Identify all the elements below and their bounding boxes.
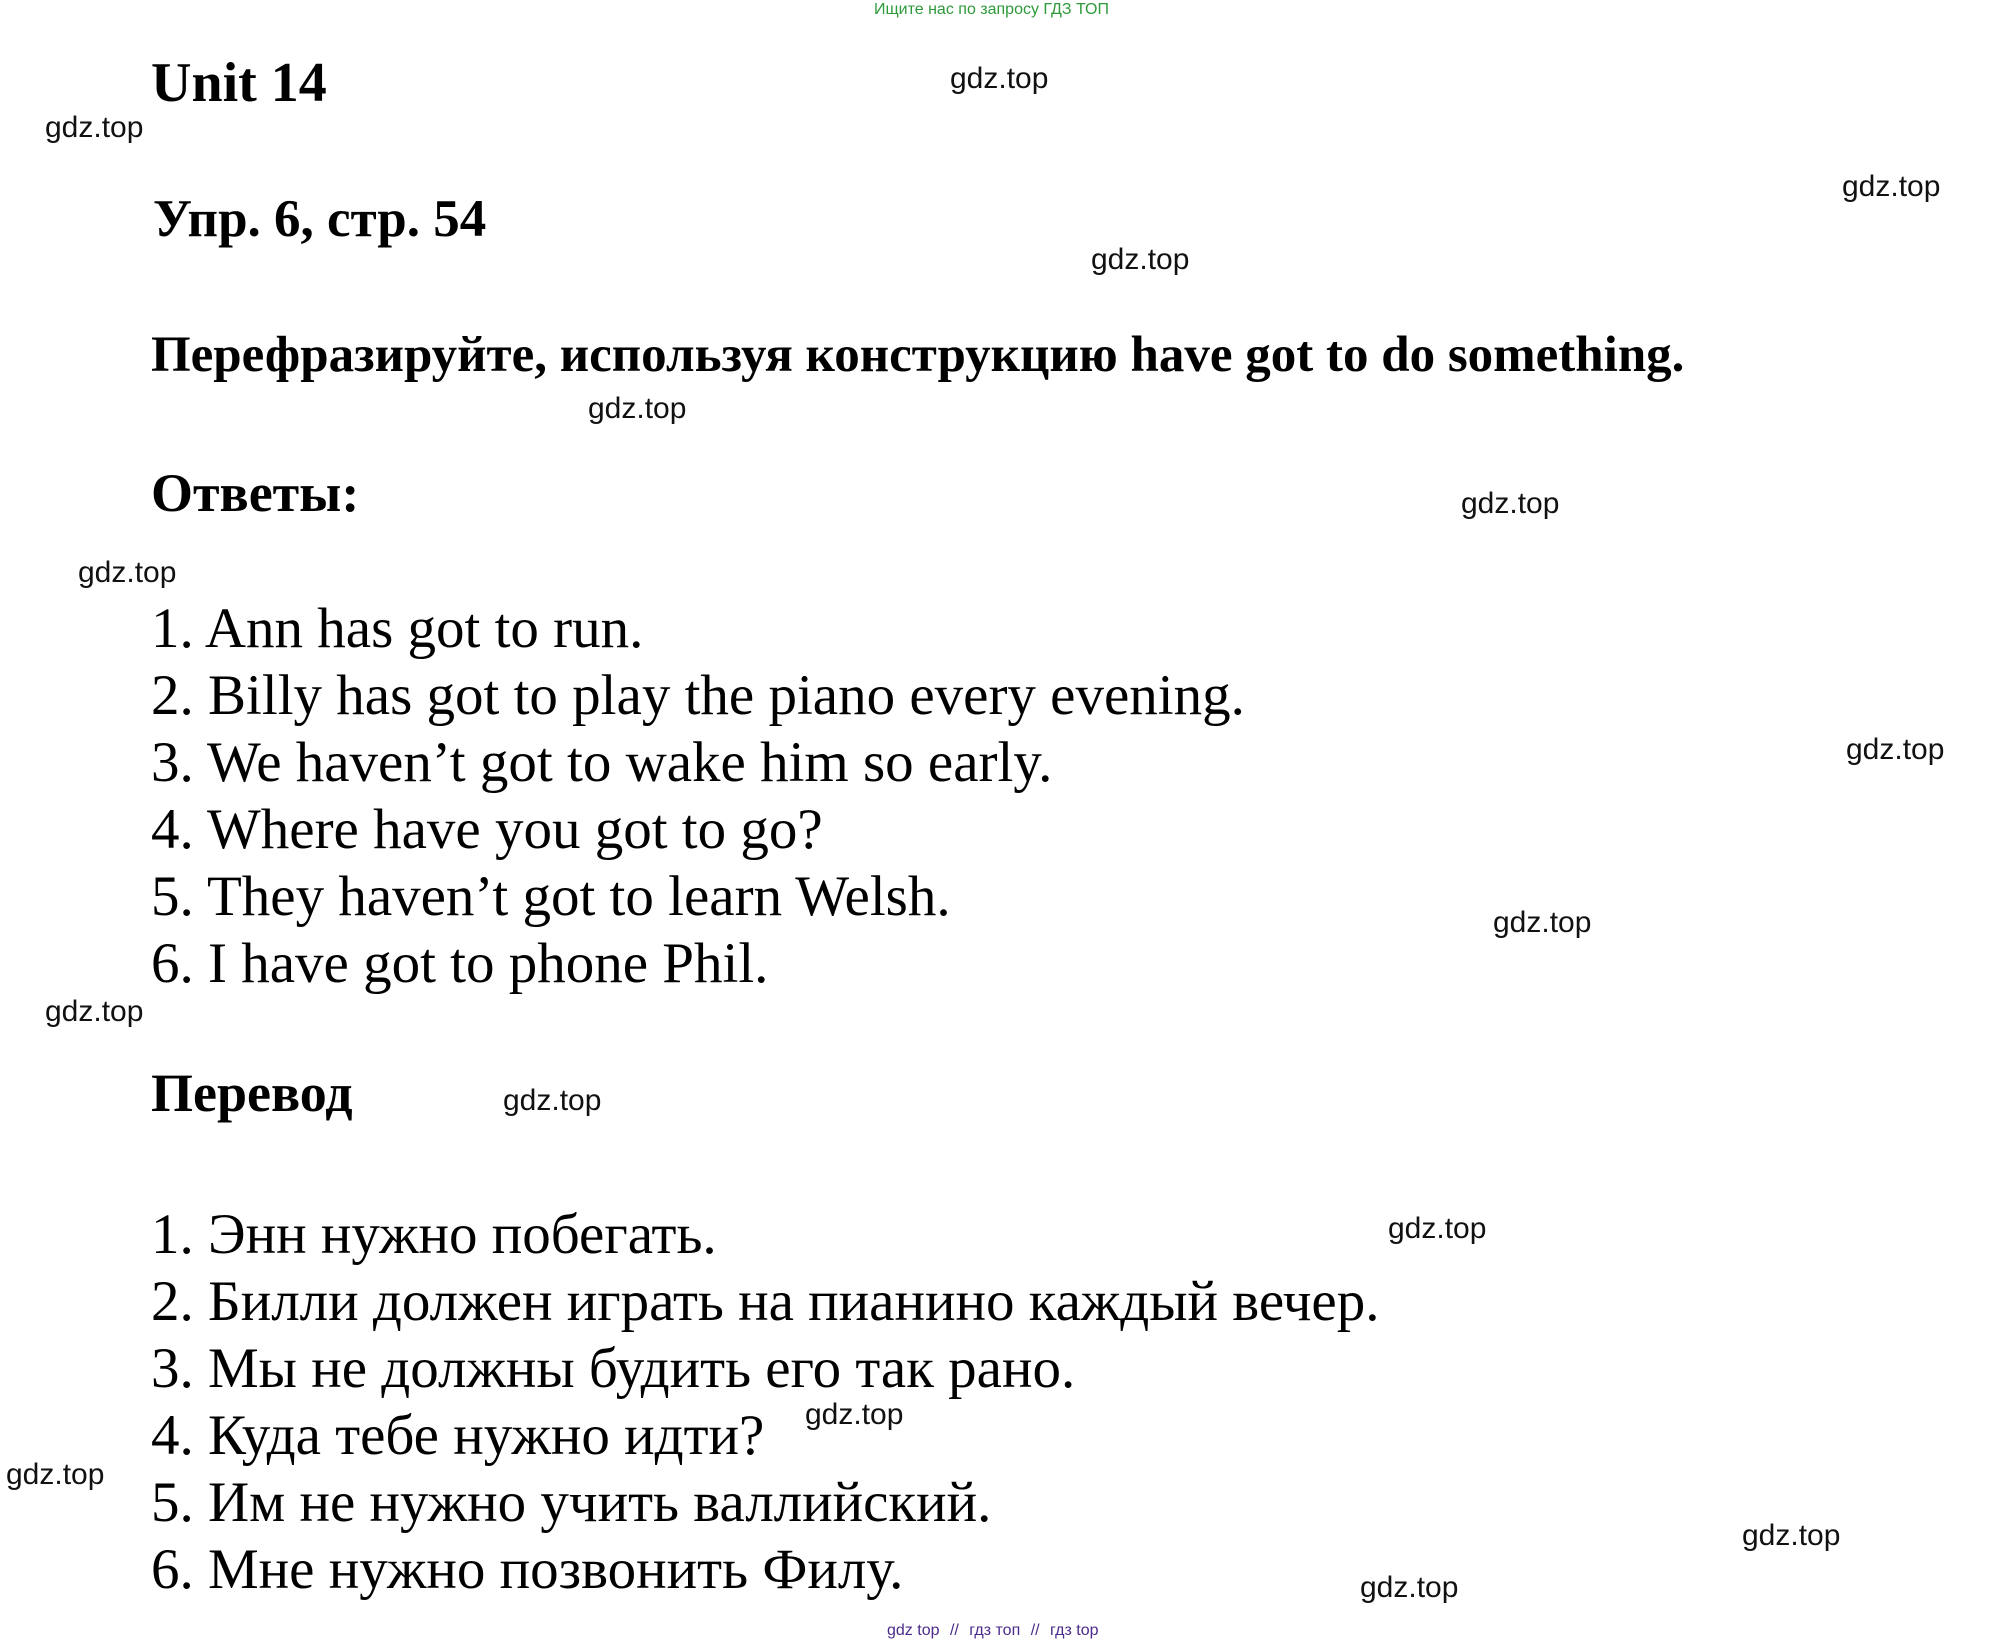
watermark: gdz.top — [805, 1398, 904, 1431]
list-item: 2. Билли должен играть на пианино каждый вечер. — [151, 1270, 1380, 1333]
list-item: 6. I have got to phone Phil. — [151, 932, 769, 995]
list-item: 5. They haven’t got to learn Welsh. — [151, 865, 951, 928]
top-banner[interactable]: Ищите нас по запросу ГДЗ ТОП — [874, 1, 1109, 18]
list-item: 3. We haven’t got to wake him so early. — [151, 731, 1053, 794]
watermark: gdz.top — [1360, 1571, 1459, 1604]
bottom-banner-separator: // — [1030, 1622, 1040, 1639]
watermark: gdz.top — [950, 62, 1049, 95]
list-item: 4. Where have you got to go? — [151, 798, 823, 861]
list-item: 2. Billy has got to play the piano every evening. — [151, 664, 1245, 727]
bottom-banner-link[interactable]: gdz top — [887, 1622, 940, 1639]
watermark: gdz.top — [78, 556, 177, 589]
bottom-banner-separator: // — [949, 1622, 959, 1639]
watermark: gdz.top — [503, 1084, 602, 1117]
watermark: gdz.top — [45, 111, 144, 144]
task-instruction: Перефразируйте, используя конструкцию have got to do something. — [151, 327, 1685, 383]
watermark: gdz.top — [1493, 906, 1592, 939]
watermark: gdz.top — [588, 392, 687, 425]
list-item: 5. Им не нужно учить валлийский. — [151, 1471, 992, 1534]
watermark: gdz.top — [1846, 733, 1945, 766]
bottom-banner-link[interactable]: гдз топ — [969, 1622, 1021, 1639]
bottom-banner-link[interactable]: гдз top — [1050, 1622, 1099, 1639]
bottom-banner[interactable] — [887, 1623, 1099, 1639]
translation-heading: Перевод — [151, 1063, 353, 1123]
list-item: 6. Мне нужно позвонить Филу. — [151, 1538, 904, 1601]
watermark: gdz.top — [1091, 243, 1190, 276]
watermark: gdz.top — [45, 995, 144, 1028]
watermark: gdz.top — [1742, 1519, 1841, 1552]
watermark: gdz.top — [1842, 170, 1941, 203]
watermark: gdz.top — [1461, 487, 1560, 520]
exercise-title: Упр. 6, стр. 54 — [153, 190, 487, 248]
answers-heading: Ответы: — [151, 463, 360, 523]
list-item: 1. Энн нужно побегать. — [151, 1203, 717, 1266]
watermark: gdz.top — [6, 1458, 105, 1491]
list-item: 4. Куда тебе нужно идти? — [151, 1404, 765, 1467]
list-item: 1. Ann has got to run. — [151, 597, 644, 660]
list-item: 3. Мы не должны будить его так рано. — [151, 1337, 1076, 1400]
unit-title: Unit 14 — [151, 52, 327, 114]
watermark: gdz.top — [1388, 1212, 1487, 1245]
